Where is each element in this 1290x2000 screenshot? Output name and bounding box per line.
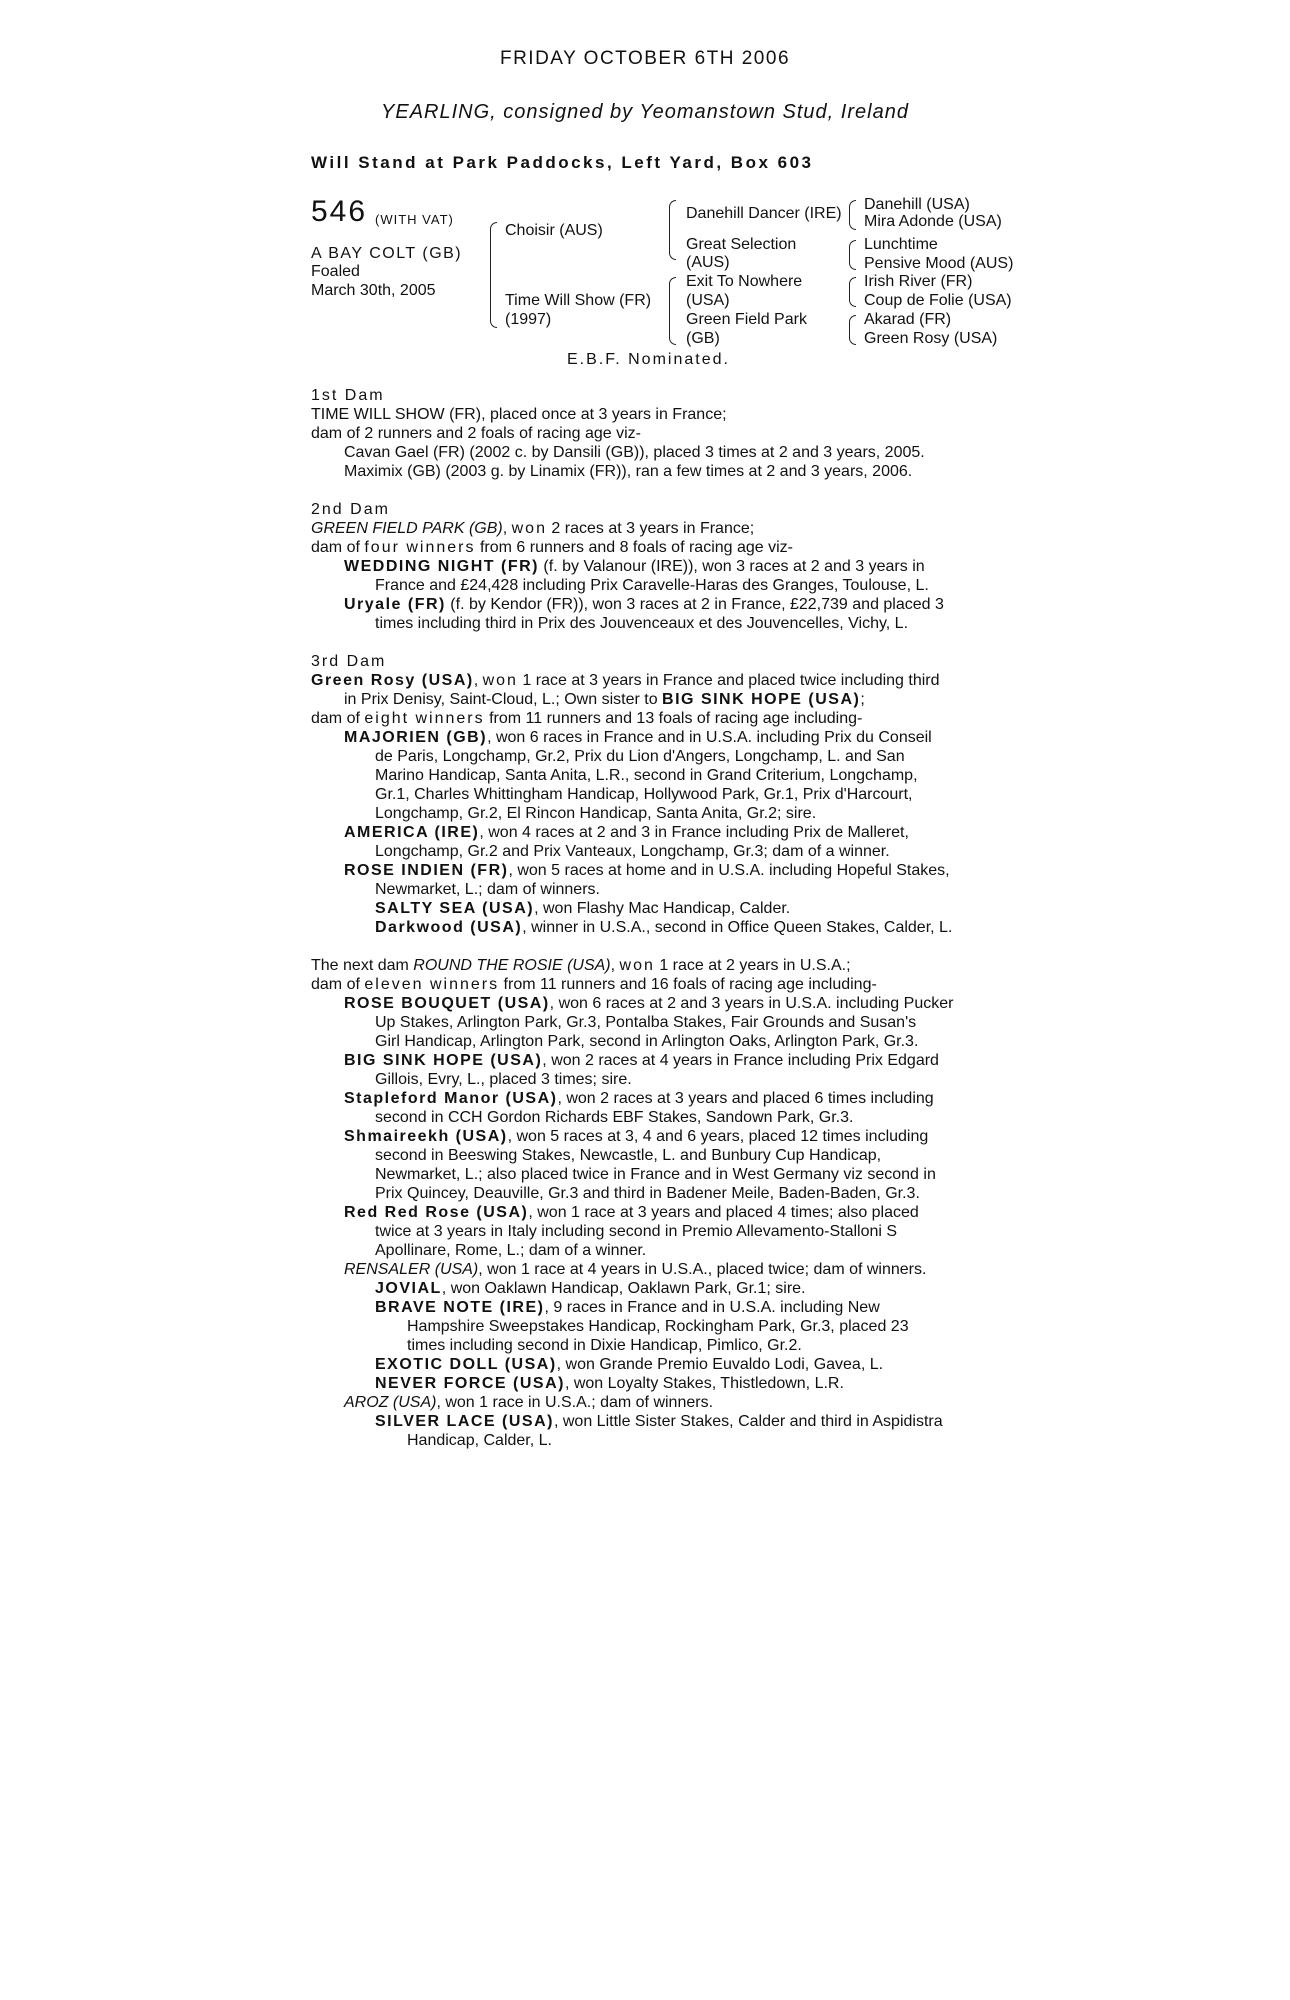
- produce-line: [311, 994, 991, 1013]
- dam-line: [311, 690, 991, 709]
- pedigree-dam-year: (1997): [505, 311, 552, 328]
- text: , winner in U.S.A., second in Office Queen Stakes, Calder, L.: [522, 919, 953, 936]
- horse-name: SALTY SEA (USA): [375, 900, 535, 917]
- dam-line: [311, 975, 991, 994]
- brace-dam-line: [669, 277, 676, 345]
- pedigree-g3-3: Lunchtime: [864, 236, 938, 253]
- pedigree-g3-7: Akarad (FR): [864, 311, 952, 328]
- pedigree-dam-dam-country: (GB): [686, 330, 720, 347]
- first-dam-section: [311, 386, 991, 481]
- text: , won Oaklawn Handicap, Oaklawn Park, Gr.1; sire.: [441, 1280, 806, 1297]
- next-dam-section: [311, 956, 991, 1450]
- ebf-nominated: E.B.F. Nominated.: [567, 351, 730, 368]
- produce-line: Hampshire Sweepstakes Handicap, Rockingham Park, Gr.3, placed 23: [407, 1318, 909, 1335]
- dam-name: ROUND THE ROSIE (USA): [413, 957, 611, 974]
- produce-line: [311, 899, 991, 918]
- pedigree-g3-2: Mira Adonde (USA): [864, 213, 1002, 230]
- produce-line: Gillois, Evry, L., placed 3 times; sire.: [375, 1071, 632, 1088]
- produce-line: Cavan Gael (FR) (2002 c. by Dansili (GB)), placed 3 times at 2 and 3 years, 2005.: [344, 444, 925, 461]
- horse-name: Stapleford Manor (USA): [344, 1090, 558, 1107]
- text: (f. by Kendor (FR)), won 3 races at 2 in France, £22,739 and placed 3: [445, 596, 944, 613]
- pedigree-dam-sire-country: (USA): [686, 292, 730, 309]
- produce-line: Apollinare, Rome, L.; dam of a winner.: [375, 1242, 647, 1259]
- pedigree-sire: Choisir (AUS): [505, 222, 603, 239]
- produce-line: [311, 1051, 991, 1070]
- text: , won 1 race at 3 years and placed 4 times; also placed: [528, 1204, 919, 1221]
- text: 2 races at 3 years in France;: [546, 520, 755, 537]
- dam-name: RENSALER (USA): [344, 1261, 479, 1278]
- produce-line: Newmarket, L.; dam of winners.: [375, 881, 600, 898]
- consignment-line: YEARLING, consigned by Yeomanstown Stud, Ireland: [381, 101, 909, 123]
- brace-gen1: [490, 222, 497, 328]
- text: , won Loyalty Stakes, Thistledown, L.R.: [564, 1375, 844, 1392]
- pedigree-dam: Time Will Show (FR): [505, 292, 652, 309]
- produce-line: [311, 1374, 991, 1393]
- text: ,: [502, 520, 512, 537]
- produce-line: [311, 861, 991, 880]
- produce-line: [311, 1127, 991, 1146]
- dam-line: [311, 519, 991, 538]
- vat-note: (WITH VAT): [375, 212, 454, 227]
- text: The next dam: [311, 957, 414, 974]
- text: , won 2 races at 4 years in France including Prix Edgard: [542, 1052, 939, 1069]
- text: , won Little Sister Stakes, Calder and third in Aspidistra: [553, 1413, 943, 1430]
- text: , won 6 races at 2 and 3 years in U.S.A. including Pucker: [549, 995, 954, 1012]
- horse-name: Uryale (FR): [344, 596, 446, 613]
- dam-line: dam of 2 runners and 2 foals of racing age viz-: [311, 425, 641, 442]
- dam-name: AROZ (USA): [344, 1394, 437, 1411]
- brace-g3-3: [849, 277, 856, 307]
- horse-name: BRAVE NOTE (IRE): [375, 1299, 545, 1316]
- produce-line: [311, 1203, 991, 1222]
- produce-line: times including third in Prix des Jouvenceaux et des Jouvencelles, Vichy, L.: [375, 615, 909, 632]
- produce-line: [311, 1393, 991, 1412]
- sale-date: FRIDAY OCTOBER 6TH 2006: [499, 48, 791, 69]
- brace-sire-line: [669, 200, 676, 260]
- text: , won 2 races at 3 years and placed 6 times including: [557, 1090, 934, 1107]
- produce-line: twice at 3 years in Italy including second in Premio Allevamento-Stalloni S: [375, 1223, 898, 1240]
- pedigree-g3-8: Green Rosy (USA): [864, 330, 998, 347]
- produce-line: [311, 1279, 991, 1298]
- text: 1 race at 2 years in U.S.A.;: [654, 957, 851, 974]
- text: , won 6 races in France and in U.S.A. including Prix du Conseil: [487, 729, 932, 746]
- dam-line: [311, 671, 991, 690]
- text: , won 5 races at home and in U.S.A. including Hopeful Stakes,: [508, 862, 950, 879]
- dam-line: [311, 538, 991, 557]
- text: from 11 runners and 13 foals of racing age including-: [484, 710, 863, 727]
- foaled-date: March 30th, 2005: [311, 282, 436, 299]
- pedigree-sire-dam: Great Selection: [686, 236, 797, 253]
- produce-line: [311, 1089, 991, 1108]
- produce-line: Maximix (GB) (2003 g. by Linamix (FR)), ran a few times at 2 and 3 years, 2006.: [344, 463, 913, 480]
- pedigree-g3-5: Irish River (FR): [864, 273, 973, 290]
- horse-name: AMERICA (IRE): [344, 824, 480, 841]
- text: eight winners: [364, 710, 485, 727]
- text: ,: [610, 957, 620, 974]
- text: ;: [860, 691, 865, 708]
- brace-g3-4: [849, 315, 856, 345]
- second-dam-section: [311, 500, 991, 633]
- produce-line: [311, 823, 991, 842]
- pedigree-g3-6: Coup de Folie (USA): [864, 292, 1012, 309]
- dam-line: [311, 956, 991, 975]
- text: , won Grande Premio Euvaldo Lodi, Gavea, L.: [556, 1356, 884, 1373]
- horse-name: JOVIAL: [375, 1280, 442, 1297]
- third-dam-section: [311, 652, 991, 937]
- produce-line: [311, 1355, 991, 1374]
- text: from 6 runners and 8 foals of racing age viz-: [475, 539, 794, 556]
- produce-line: times including second in Dixie Handicap, Pimlico, Gr.2.: [407, 1337, 802, 1354]
- dam-line: [311, 709, 991, 728]
- produce-line: Marino Handicap, Santa Anita, L.R., second in Grand Criterium, Longchamp,: [375, 767, 918, 784]
- pedigree-dam-dam: Green Field Park: [686, 311, 807, 328]
- produce-line: [311, 1298, 991, 1317]
- pedigree-dam-sire: Exit To Nowhere: [686, 273, 803, 290]
- horse-name: ROSE BOUQUET (USA): [344, 995, 550, 1012]
- produce-line: de Paris, Longchamp, Gr.2, Prix du Lion d'Angers, Longchamp, L. and San: [375, 748, 905, 765]
- text: won: [511, 520, 547, 537]
- produce-line: Handicap, Calder, L.: [407, 1432, 552, 1449]
- produce-line: Girl Handicap, Arlington Park, second in Arlington Oaks, Arlington Park, Gr.3.: [375, 1033, 919, 1050]
- produce-line: Newmarket, L.; also placed twice in France and in West Germany viz second in: [375, 1166, 936, 1183]
- dam-name: GREEN FIELD PARK (GB): [311, 520, 503, 537]
- text: in Prix Denisy, Saint-Cloud, L.; Own sister to: [344, 691, 663, 708]
- horse-name: BIG SINK HOPE (USA): [344, 1052, 543, 1069]
- produce-line: [311, 728, 991, 747]
- text: , won 1 race in U.S.A.; dam of winners.: [436, 1394, 714, 1411]
- section-heading: 3rd Dam: [311, 653, 387, 670]
- text: , won Flashy Mac Handicap, Calder.: [534, 900, 791, 917]
- dam-line: TIME WILL SHOW (FR), placed once at 3 years in France;: [311, 406, 727, 423]
- produce-line: [311, 1260, 991, 1279]
- text: , 9 races in France and in U.S.A. including New: [544, 1299, 880, 1316]
- text: dam of: [311, 976, 365, 993]
- horse-name: NEVER FORCE (USA): [375, 1375, 565, 1392]
- text: ,: [473, 672, 483, 689]
- text: dam of: [311, 710, 365, 727]
- foaled-label: Foaled: [311, 263, 360, 280]
- text: , won 1 race at 4 years in U.S.A., placed twice; dam of winners.: [478, 1261, 927, 1278]
- pedigree-g3-4: Pensive Mood (AUS): [864, 255, 1014, 272]
- horse-name: WEDDING NIGHT (FR): [344, 558, 539, 575]
- text: four winners: [364, 539, 476, 556]
- horse-name: Red Red Rose (USA): [344, 1204, 529, 1221]
- brace-g3-2: [849, 240, 856, 270]
- text: , won 4 races at 2 and 3 in France including Prix de Malleret,: [479, 824, 909, 841]
- horse-name: Green Rosy (USA): [311, 672, 474, 689]
- text: from 11 runners and 16 foals of racing age including-: [499, 976, 877, 993]
- lot-description: A BAY COLT (GB): [311, 245, 463, 262]
- brace-g3-1: [849, 200, 856, 230]
- text: eleven winners: [364, 976, 500, 993]
- produce-line: second in Beeswing Stakes, Newcastle, L. and Bunbury Cup Handicap,: [375, 1147, 882, 1164]
- section-heading: 2nd Dam: [311, 501, 390, 518]
- text: 1 race at 3 years in France and placed twice including third: [517, 672, 940, 689]
- stand-location: Will Stand at Park Paddocks, Left Yard, Box 603: [311, 153, 814, 172]
- produce-line: Up Stakes, Arlington Park, Gr.3, Pontalba Stakes, Fair Grounds and Susan's: [375, 1014, 917, 1031]
- produce-line: [311, 1412, 991, 1431]
- produce-line: Prix Quincey, Deauville, Gr.3 and third in Badener Meile, Baden-Baden, Gr.3.: [375, 1185, 920, 1202]
- horse-name: MAJORIEN (GB): [344, 729, 488, 746]
- pedigree-sire-sire: Danehill Dancer (IRE): [686, 205, 842, 222]
- produce-line: [311, 557, 991, 576]
- section-heading: 1st Dam: [311, 387, 385, 404]
- pedigree-g3-1: Danehill (USA): [864, 196, 970, 213]
- text: (f. by Valanour (IRE)), won 3 races at 2 and 3 years in: [538, 558, 925, 575]
- text: won: [482, 672, 518, 689]
- produce-line: Longchamp, Gr.2, El Rincon Handicap, Santa Anita, Gr.2; sire.: [375, 805, 817, 822]
- horse-name: EXOTIC DOLL (USA): [375, 1356, 557, 1373]
- text: , won 5 races at 3, 4 and 6 years, placed 12 times including: [507, 1128, 929, 1145]
- produce-line: Gr.1, Charles Whittingham Handicap, Hollywood Park, Gr.1, Prix d'Harcourt,: [375, 786, 913, 803]
- text: won: [619, 957, 655, 974]
- horse-name: SILVER LACE (USA): [375, 1413, 554, 1430]
- produce-line: France and £24,428 including Prix Caravelle-Haras des Granges, Toulouse, L.: [375, 577, 929, 594]
- pedigree-sire-dam-country: (AUS): [686, 254, 730, 271]
- produce-line: second in CCH Gordon Richards EBF Stakes, Sandown Park, Gr.3.: [375, 1109, 854, 1126]
- horse-name: BIG SINK HOPE (USA): [662, 691, 861, 708]
- produce-line: Longchamp, Gr.2 and Prix Vanteaux, Longchamp, Gr.3; dam of a winner.: [375, 843, 890, 860]
- horse-name: Darkwood (USA): [375, 919, 523, 936]
- produce-line: [311, 595, 991, 614]
- horse-name: Shmaireekh (USA): [344, 1128, 508, 1145]
- horse-name: ROSE INDIEN (FR): [344, 862, 509, 879]
- text: dam of: [311, 539, 365, 556]
- lot-number: 546: [311, 195, 368, 228]
- produce-line: [311, 918, 991, 937]
